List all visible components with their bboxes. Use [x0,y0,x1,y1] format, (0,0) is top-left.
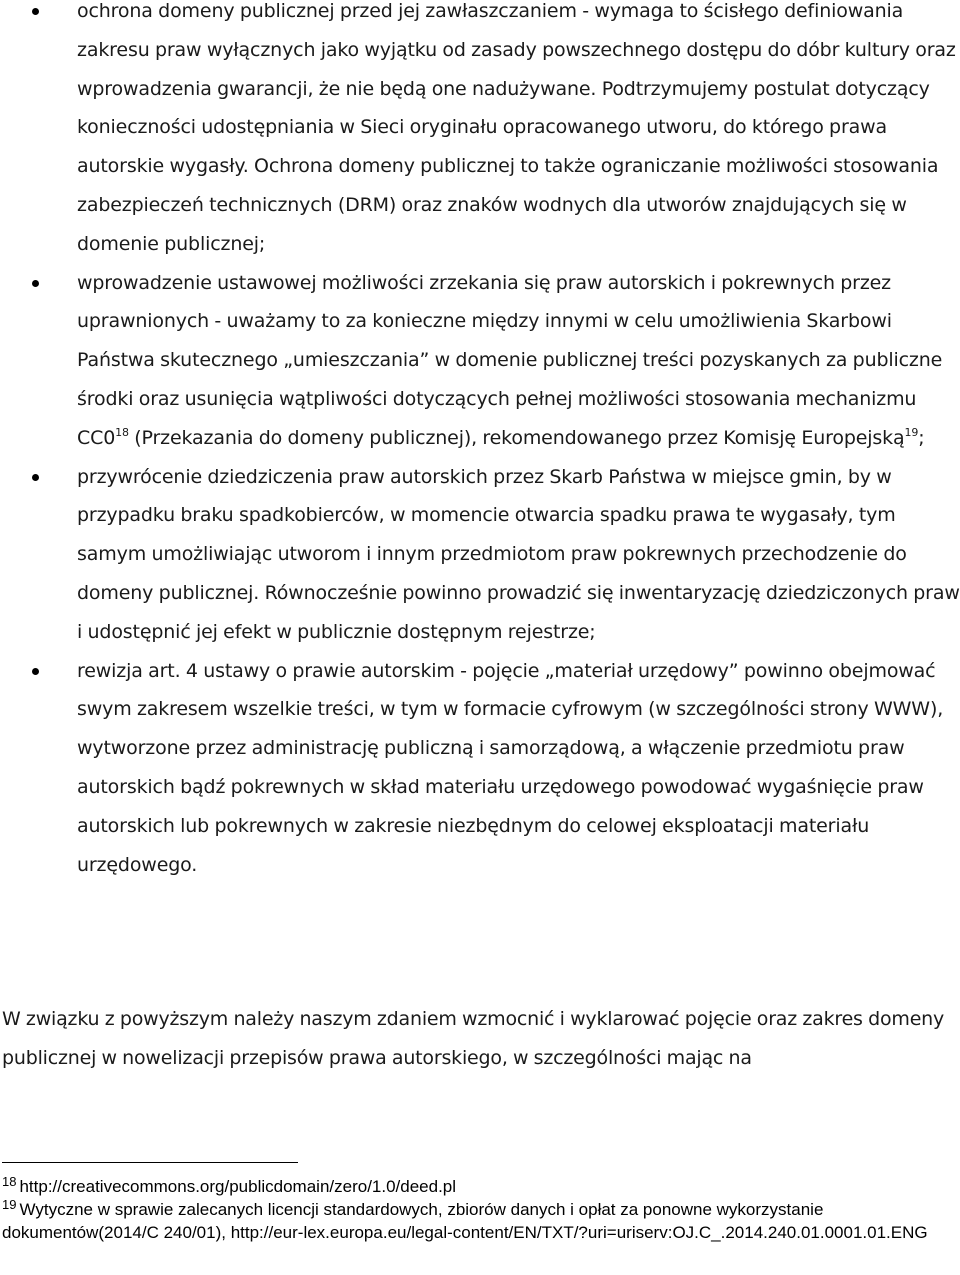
bullet-dot-icon [32,474,39,481]
bullet-text: ochrona domeny publicznej przed jej zawłaszczaniem - wymaga to ścisłego definiowania zakresu praw wyłącznych jako wyjątku od zasady powszechnego dostępu do dóbr kultury oraz wprowadzenia gwarancji, że nie będą one nadużywane. Podtrzymujemy postulat dotyczący konieczności udostępniania w Sieci oryginału opracowanego utworu, do którego prawa autorskie wygasły. Ochrona domeny publicznej to także ograniczanie możliwości stosowania zabezpieczeń technicznych (DRM) oraz znaków wodnych dla utworów znajdujących się w domenie publicznej; [77,0,956,255]
bullet-dot-icon [32,8,39,15]
footnote-18 [2,1175,952,1198]
bullet-dot-icon [32,280,39,287]
bullet-item-waiver-of-rights [0,264,960,458]
bullet-item-public-domain-protection [0,0,960,264]
footnote-ref-18[interactable]: 18 [115,425,129,439]
bullet-text-cont: (Przekazania do domeny publicznej), rekomendowanego przez Komisję Europejską [128,426,905,449]
bullet-item-article-4-revision [0,652,960,885]
footnote-text[interactable]: http://creativecommons.org/publicdomain/zero/1.0/deed.pl [19,1177,457,1196]
bullet-text: rewizja art. 4 ustawy o prawie autorskim - pojęcie „materiał urzędowy” powinno obejmować swym zakresem wszelkie treści, w tym w formacie cyfrowym (w szczególności strony WWW), wytworzone przez administrację publiczną i samorządową, a włączenie przedmiotu praw autorskich bądź pokrewnych w skład materiału urzędowego powodować wygaśnięcie praw autorskich lub pokrewnych w zakresie niezbędnym do celowej eksploatacji materiału urzędowego. [77,659,944,876]
bullet-text: wprowadzenie ustawowej możliwości zrzekania się praw autorskich i pokrewnych przez uprawnionych - uważamy to za konieczne między innymi w celu umożliwienia Skarbowi Państwa skutecznego „umieszczania” w domenie publicznej treści pozyskanych za publiczne środki oraz usunięcia wątpliwości dotyczących pełnej możliwości stosowania mechanizmu CC0 [77,271,943,449]
footnote-text[interactable]: Wytyczne w sprawie zalecanych licencji standardowych, zbiorów danych i opłat za ponowne wykorzystanie dokumentów(2014/C 240/01), http://eur-lex.europa.eu/legal-content/EN/TXT/?uri=uriserv:OJ.C_.2014.240.01.0001.01.ENG [2,1200,928,1242]
bullet-dot-icon [32,668,39,675]
bullet-text-end: ; [918,426,925,449]
footnote-number: 18 [2,1174,17,1189]
bullet-item-inheritance [0,458,960,652]
footnote-divider [2,1162,298,1163]
body-paragraph: W związku z powyższym należy naszym zdaniem wzmocnić i wyklarować pojęcie oraz zakres domeny publicznej w nowelizacji przepisów prawa autorskiego, w szczególności mając na [2,1008,945,1069]
footnotes [2,1175,952,1244]
footnote-number: 19 [2,1197,17,1212]
bullet-text: przywrócenie dziedziczenia praw autorskich przez Skarb Państwa w miejsce gmin, by w przypadku braku spadkobierców, w momencie otwarcia spadku prawa te wygasały, tym samym umożliwiając utworom i innym przedmiotom praw pokrewnych przechodzenie do domeny publicznej. Równocześnie powinno prowadzić się inwentaryzację dziedziczonych praw i udostępnić jej efekt w publicznie dostępnym rejestrze; [77,465,960,643]
footnote-19 [2,1198,952,1244]
footnote-ref-19[interactable]: 19 [904,425,919,439]
